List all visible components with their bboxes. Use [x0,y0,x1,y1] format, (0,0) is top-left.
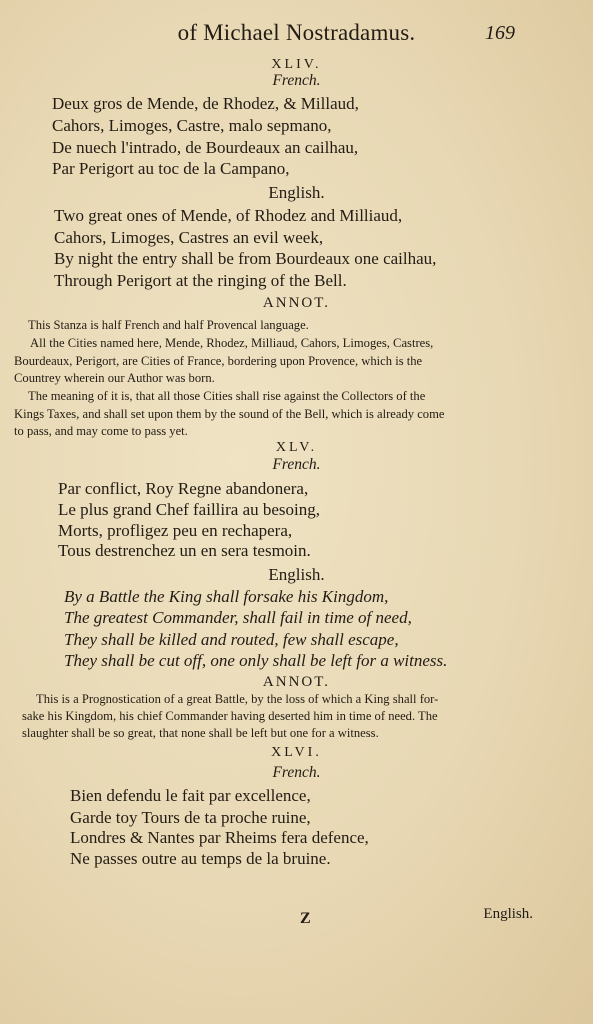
annotation-line: Countrey wherein our Author was born. [14,371,215,385]
annotation-line: to pass, and may come to pass yet. [14,424,188,438]
annotation-line: Bourdeaux, Perigort, are Cities of France, bordering upon Provence, which is the [14,354,423,368]
verse-line: By a Battle the King shall forsake his Kingdom, [64,587,389,606]
verse-line: De nuech l'intrado, de Bourdeaux an cailhau, [52,138,359,157]
verse-line: Par conflict, Roy Regne abandonera, [58,479,309,498]
stanza-number-46: XLVI. [271,745,322,760]
verse-line: Cahors, Limoges, Castres an evil week, [54,228,324,247]
english-label-45: English. [268,565,325,584]
annot-heading-45: ANNOT. [262,674,331,690]
verse-line: The greatest Commander, shall fail in time of need, [64,608,412,627]
catchword: English. [483,906,533,922]
annotation-line: sake his Kingdom, his chief Commander having deserted him in time of need. The [22,709,438,723]
french-label-44: French. [272,72,321,89]
stanza-number-44: XLIV. [271,57,322,72]
verse-line: Ne passes outre au temps de la bruine. [70,849,331,868]
verse-line: Two great ones of Mende, of Rhodez and Milliaud, [54,206,403,225]
verse-line: They shall be cut off, one only shall be left for a witness. [64,651,448,670]
french-label-45: French. [272,456,321,473]
verse-line: Morts, profligez peu en rechapera, [58,521,293,540]
english-label-44: English. [268,183,325,202]
annot-heading-44: ANNOT. [262,295,331,311]
verse-line: Bien defendu le fait par excellence, [70,786,311,805]
running-title: of Michael Nostradamus. [177,20,416,45]
verse-line: They shall be killed and routed, few shall escape, [64,630,399,649]
verse-line: Cahors, Limoges, Castre, malo sepmano, [52,116,332,135]
annotation-line: Kings Taxes, and shall set upon them by the sound of the Bell, which is already come [14,407,445,421]
verse-line: Le plus grand Chef faillira au besoing, [58,500,321,519]
verse-line: Deux gros de Mende, de Rhodez, & Millaud, [52,94,359,113]
annotation-line: This Stanza is half French and half Provencal language. [28,318,309,332]
page-number: 169 [485,22,515,44]
verse-line: Tous destrenchez un en sera tesmoin. [58,541,311,560]
annotation-line: All the Cities named here, Mende, Rhodez, Milliaud, Cahors, Limoges, Castres, [30,336,434,350]
annotation-line: slaughter shall be so great, that none shall be left but one for a witness. [22,726,379,740]
french-label-46: French. [272,764,321,781]
stanza-number-45: XLV. [275,440,318,455]
annotation-line: The meaning of it is, that all those Cities shall rise against the Collectors of the [28,389,426,403]
signature-mark: Z [300,910,311,927]
verse-line: Garde toy Tours de ta proche ruine, [70,808,311,827]
verse-line: Through Perigort at the ringing of the Bell. [54,271,347,290]
verse-line: By night the entry shall be from Bourdeaux one cailhau, [54,249,437,268]
verse-line: Par Perigort au toc de la Campano, [52,159,290,178]
running-head [0,18,593,50]
verse-line: Londres & Nantes par Rheims fera defence, [70,828,369,847]
annotation-line: This is a Prognostication of a great Battle, by the loss of which a King shall for- [36,692,439,706]
